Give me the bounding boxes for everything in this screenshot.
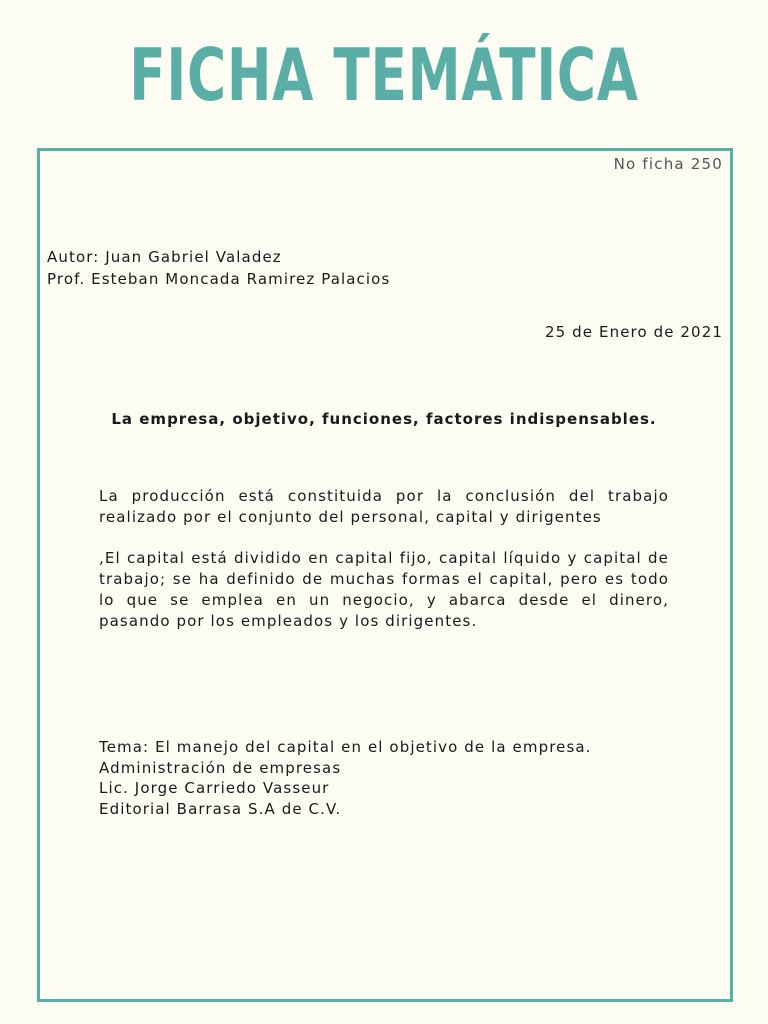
topic-heading: La empresa, objetivo, funciones, factores indispensables.	[111, 410, 657, 428]
reference-publisher: Editorial Barrasa S.A de C.V.	[99, 799, 342, 818]
date-text: 25 de Enero de 2021	[545, 323, 723, 341]
reference-book: Administración de empresas	[99, 758, 342, 777]
reference-tema: Tema: El manejo del capital en el objetivo de la empresa.	[99, 738, 592, 756]
ficha-number: No ficha 250	[613, 155, 723, 173]
author-line: Autor: Juan Gabriel Valadez	[47, 248, 282, 266]
paragraph-production: La producción está constituida por la conclusión del trabajo realizado por el conjunto del personal, capital y dirigentes	[99, 487, 669, 526]
professor-line: Prof. Esteban Moncada Ramirez Palacios	[47, 270, 391, 288]
author-block	[47, 246, 390, 290]
paragraph-capital: ,El capital está dividido en capital fijo, capital líquido y capital de trabajo; se ha definido de muchas formas el capital, pero es todo lo que se emplea en un negocio, y abarca desde el dinero, pasando por los empleados y los dirigentes.	[99, 549, 669, 630]
page-title: FICHA TEMÁTICA	[129, 33, 639, 117]
reference-block	[99, 737, 592, 819]
reference-author: Lic. Jorge Carriedo Vasseur	[99, 779, 330, 797]
